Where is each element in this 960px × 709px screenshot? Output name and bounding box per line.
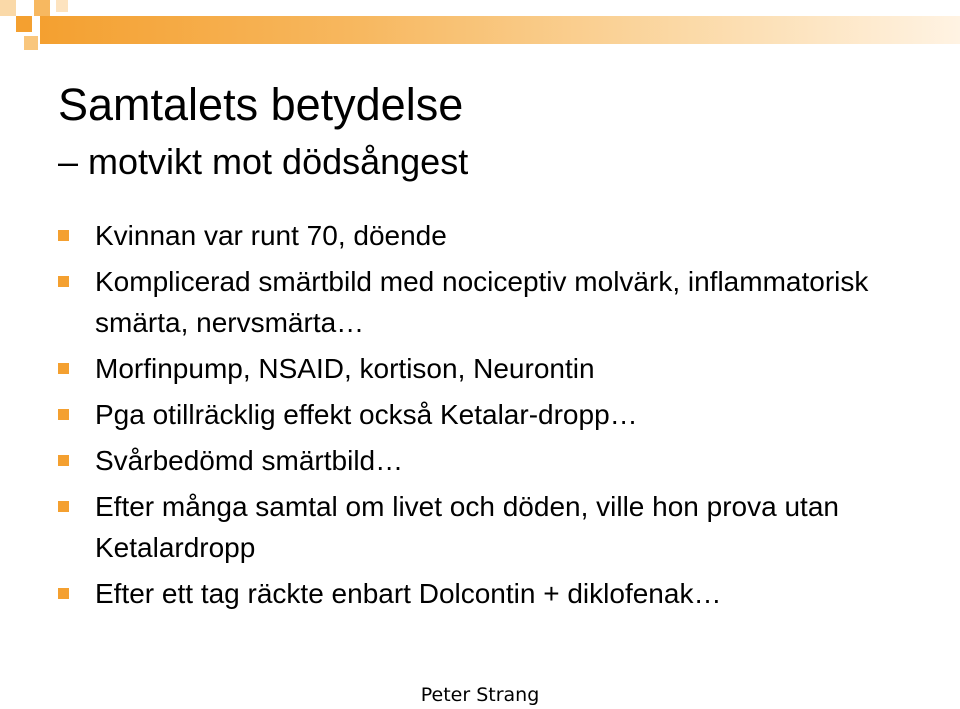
slide-footer-author: Peter Strang: [420, 684, 540, 706]
square-bullet-icon: [58, 276, 69, 287]
bullet-item: [58, 394, 938, 435]
bullet-list: [58, 215, 938, 619]
decor-square: [24, 36, 38, 50]
square-bullet-icon: [58, 455, 69, 466]
square-bullet-icon: [58, 363, 69, 374]
header-gradient-bar: [40, 16, 960, 44]
bullet-item: [58, 440, 938, 481]
bullet-text: Morfinpump, NSAID, kortison, Neurontin: [95, 353, 595, 384]
square-bullet-icon: [58, 230, 69, 241]
bullet-text: Kvinnan var runt 70, döende: [95, 220, 447, 251]
square-bullet-icon: [58, 501, 69, 512]
slide-title: Samtalets betydelse: [58, 79, 464, 130]
bullet-text: Pga otillräcklig effekt också Ketalar-dropp…: [95, 399, 638, 430]
bullet-item: [58, 215, 938, 256]
decor-square: [0, 0, 16, 16]
square-bullet-icon: [58, 409, 69, 420]
bullet-item: [58, 348, 938, 389]
decor-square: [56, 0, 68, 12]
header-decoration: [0, 0, 960, 52]
bullet-item: [58, 573, 938, 614]
bullet-text: Komplicerad smärtbild med nociceptiv molvärk, inflammatorisk smärta, nervsmärta…: [95, 266, 869, 338]
bullet-text: Efter många samtal om livet och döden, ville hon prova utan Ketalardropp: [95, 491, 839, 563]
square-bullet-icon: [58, 588, 69, 599]
decor-square: [34, 0, 50, 16]
bullet-item: [58, 486, 938, 568]
bullet-text: Efter ett tag räckte enbart Dolcontin + diklofenak…: [95, 578, 722, 609]
bullet-item: [58, 261, 938, 343]
bullet-text: Svårbedömd smärtbild…: [95, 445, 404, 476]
slide-subtitle: – motvikt mot dödsångest: [58, 141, 469, 182]
decor-square: [16, 16, 32, 32]
